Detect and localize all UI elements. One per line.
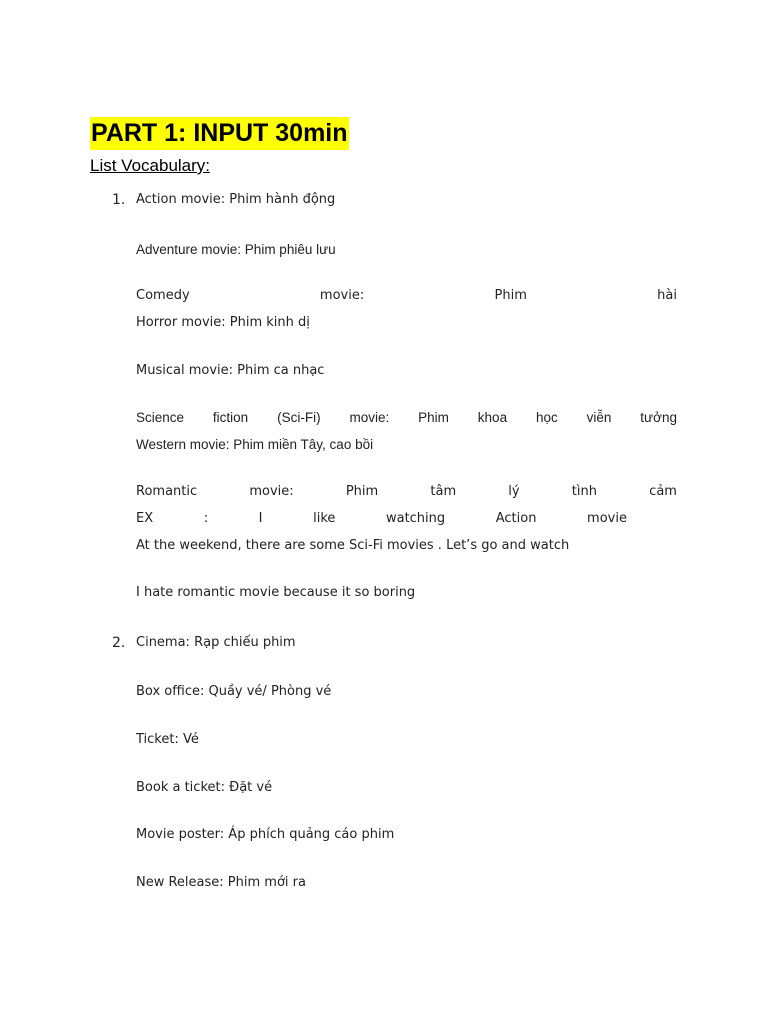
word: like <box>313 511 336 526</box>
vocabulary-subheading: List Vocabulary: <box>90 156 211 175</box>
vocab-line: Adventure movie: Phim phiêu lưu <box>136 242 336 257</box>
word: Science <box>136 410 185 425</box>
word: I <box>258 511 263 526</box>
word: cảm <box>649 484 677 499</box>
word: watching <box>385 511 446 526</box>
word: viễn <box>586 410 612 425</box>
vocab-line: Musical movie: Phim ca nhạc <box>136 363 325 378</box>
word: movie: <box>349 410 390 425</box>
word: khoa <box>477 410 508 425</box>
word: học <box>535 410 558 425</box>
word: (Sci-Fi) <box>277 410 321 425</box>
word: Phim <box>345 484 379 499</box>
word: Action <box>495 511 537 526</box>
word: Phim <box>418 410 449 425</box>
word: hài <box>657 288 677 303</box>
list-number-1: 1. <box>112 192 126 208</box>
vocab-line-justified <box>136 287 677 305</box>
vocab-line: Cinema: Rạp chiếu phim <box>136 635 296 650</box>
word: movie: <box>319 288 365 303</box>
word: EX <box>136 511 154 526</box>
example-line-justified <box>136 510 627 528</box>
part-heading: PART 1: INPUT 30min <box>90 117 349 150</box>
list-number-2: 2. <box>112 635 126 651</box>
example-line: At the weekend, there are some Sci-Fi movies . Let’s go and watch <box>136 538 570 553</box>
vocab-line: Western movie: Phim miền Tây, cao bồi <box>136 437 374 452</box>
word: Romantic <box>136 484 198 499</box>
word: fiction <box>212 410 249 425</box>
word: Phim <box>494 288 527 303</box>
vocab-line: Book a ticket: Đặt vé <box>136 780 273 795</box>
example-line: I hate romantic movie because it so boring <box>136 585 416 600</box>
vocab-line-justified <box>136 483 677 501</box>
word: tâm <box>430 484 457 499</box>
word: tình <box>571 484 597 499</box>
word: : <box>203 511 209 526</box>
vocab-line: Ticket: Vé <box>136 732 199 747</box>
word: tưởng <box>640 410 677 425</box>
vocab-line: Action movie: Phim hành động <box>136 192 336 207</box>
vocab-line-justified <box>136 409 677 427</box>
word: Comedy <box>136 288 190 303</box>
word: movie: <box>249 484 294 499</box>
vocab-line: New Release: Phim mới ra <box>136 875 306 890</box>
vocab-line: Horror movie: Phim kinh dị <box>136 315 310 330</box>
word: movie <box>587 511 627 526</box>
word: lý <box>508 484 520 499</box>
vocab-line: Movie poster: Áp phích quảng cáo phim <box>136 827 395 842</box>
vocab-line: Box office: Quầy vé/ Phòng vé <box>136 684 332 699</box>
